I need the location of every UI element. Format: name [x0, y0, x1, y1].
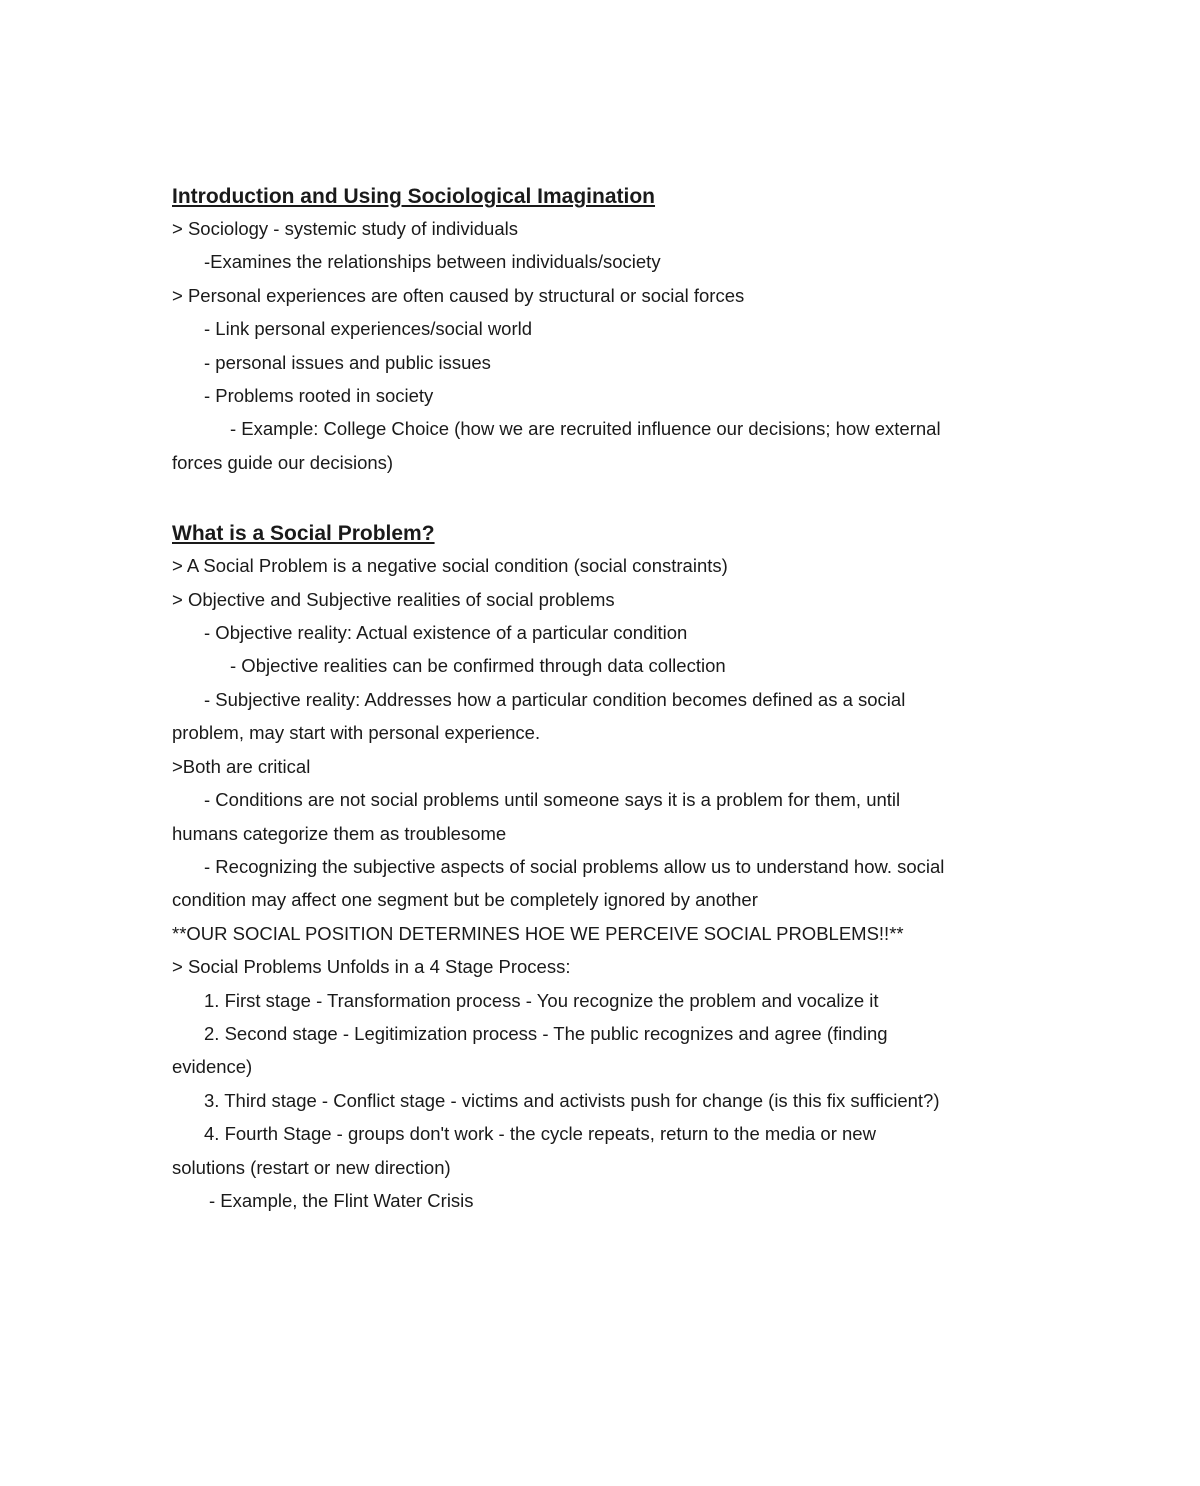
note-line: solutions (restart or new direction)	[172, 1156, 451, 1178]
note-line: > Sociology - systemic study of individuals	[172, 218, 518, 239]
note-line: - Link personal experiences/social world	[204, 318, 533, 340]
stage-item: 2. Second stage - Legitimization process - The public recognizes and agree (finding	[204, 1022, 888, 1044]
note-line: - Recognizing the subjective aspects of social problems allow us to understand how. social	[204, 855, 945, 877]
note-line: forces guide our decisions)	[172, 451, 394, 473]
note-line: > Social Problems Unfolds in a 4 Stage Process:	[172, 956, 571, 978]
note-line: > Objective and Subjective realities of social problems	[172, 588, 615, 610]
section-heading-intro: Introduction and Using Sociological Imagination	[172, 185, 656, 208]
note-line: - Problems rooted in society	[204, 385, 434, 407]
note-line: -Examines the relationships between individuals/society	[204, 251, 661, 273]
section-spacer	[172, 479, 1032, 519]
note-line: condition may affect one segment but be completely ignored by another	[172, 889, 758, 911]
note-line: - Example: College Choice (how we are recruited influence our decisions; how external	[230, 418, 941, 440]
note-line: humans categorize them as troublesome	[172, 822, 507, 844]
stage-item: 1. First stage - Transformation process - You recognize the problem and vocalize it	[204, 989, 879, 1011]
stage-item: 3. Third stage - Conflict stage - victims and activists push for change (is this fix sufficient?)	[204, 1089, 940, 1111]
note-line-emphasis: **OUR SOCIAL POSITION DETERMINES HOE WE PERCEIVE SOCIAL PROBLEMS!!**	[172, 922, 904, 944]
note-line: - Conditions are not social problems until someone says it is a problem for them, until	[204, 789, 901, 811]
note-line: - personal issues and public issues	[204, 351, 491, 373]
note-line: > Personal experiences are often caused by structural or social forces	[172, 284, 745, 306]
section-heading-social-problem: What is a Social Problem?	[172, 522, 435, 546]
note-line: - Objective realities can be confirmed through data collection	[230, 655, 726, 677]
note-line: > A Social Problem is a negative social condition (social constraints)	[172, 555, 728, 577]
note-line: problem, may start with personal experience.	[172, 722, 541, 744]
note-line: - Objective reality: Actual existence of a particular condition	[204, 622, 688, 644]
note-line: evidence)	[172, 1056, 253, 1078]
document-page	[172, 182, 1032, 1217]
note-line: - Subjective reality: Addresses how a particular condition becomes defined as a social	[204, 688, 906, 710]
stage-item: 4. Fourth Stage - groups don't work - the cycle repeats, return to the media or new	[204, 1123, 876, 1145]
note-line: - Example, the Flint Water Crisis	[209, 1189, 474, 1211]
note-line: >Both are critical	[172, 755, 311, 777]
